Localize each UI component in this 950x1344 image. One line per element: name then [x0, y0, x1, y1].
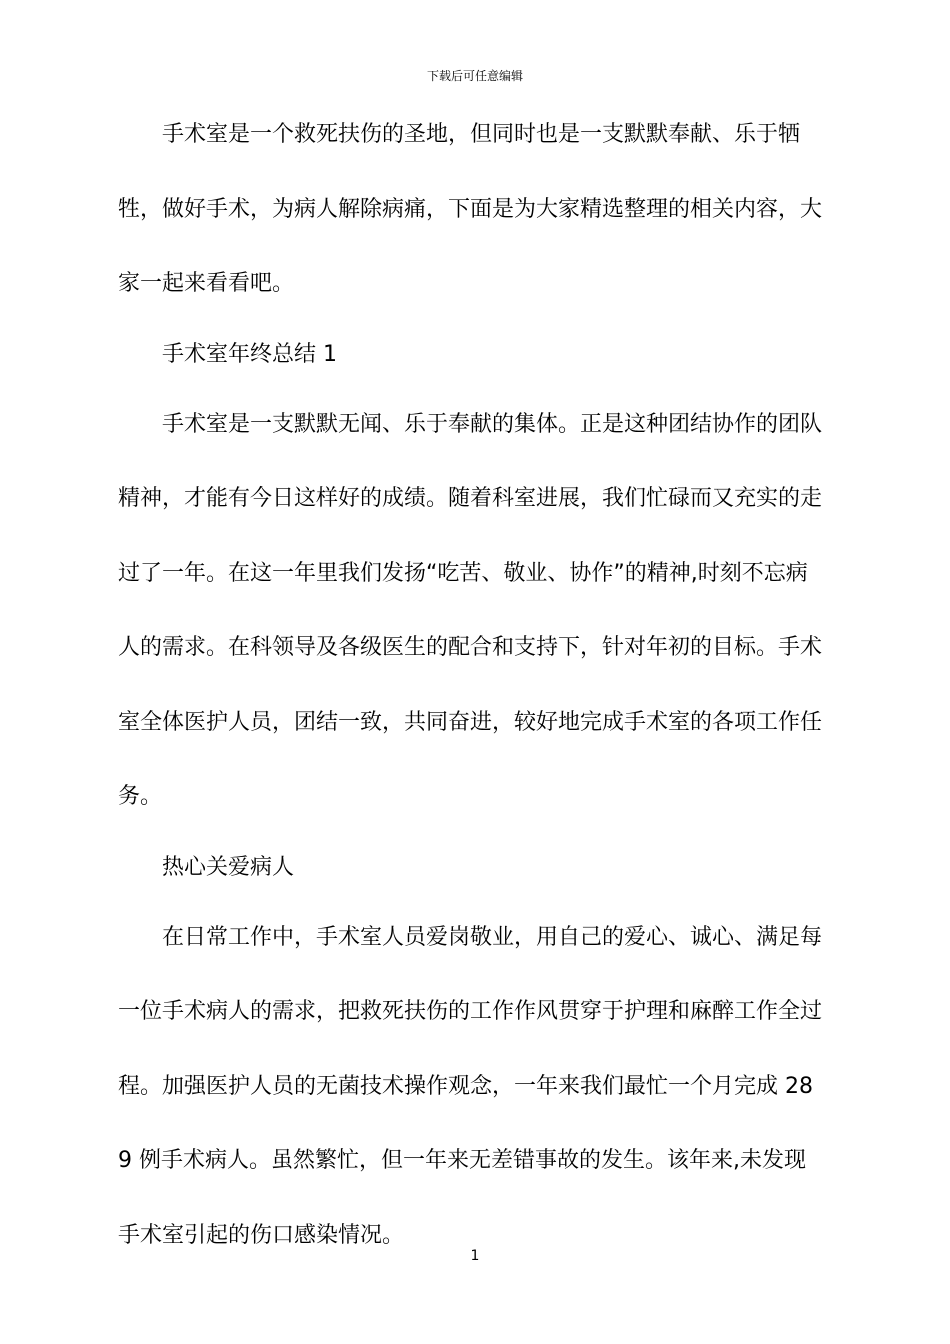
body-paragraph-2: 在日常工作中，手术室人员爱岗敬业，用自己的爱心、诚心、满足每一位手术病人的需求，把救死扶伤的工作作风贯穿于护理和麻醉工作全过程。加强医护人员的无菌技术操作观念，一年来我们最忙一个月完成 289 例手术病人。虽然繁忙，但一年来无差错事故的发生。该年来,未发现手术室引起的伤口感染情况。 [118, 924, 823, 1248]
page-number: 1 [470, 1248, 480, 1264]
page-header: 下载后可任意编辑 [426, 69, 523, 83]
intro-paragraph: 手术室是一个救死扶伤的圣地，但同时也是一支默默奉献、乐于牺牲，做好手术，为病人解除病痛，下面是为大家精选整理的相关内容，大家一起来看看吧。 [118, 122, 823, 296]
document-body [118, 98, 824, 1273]
section-title: 手术室年终总结 1 [162, 341, 337, 367]
subheading: 热心关爱病人 [162, 854, 295, 880]
body-paragraph-1: 手术室是一支默默无闻、乐于奉献的集体。正是这种团结协作的团队精神，才能有今日这样好的成绩。随着科室进展，我们忙碌而又充实的走过了一年。在这一年里我们发扬“吃苦、敬业、协作”的精神,时刻不忘病人的需求。在科领导及各级医生的配合和支持下，针对年初的目标。手术室全体医护人员，团结一致，共同奋进，较好地完成手术室的各项工作任务。 [118, 411, 823, 809]
